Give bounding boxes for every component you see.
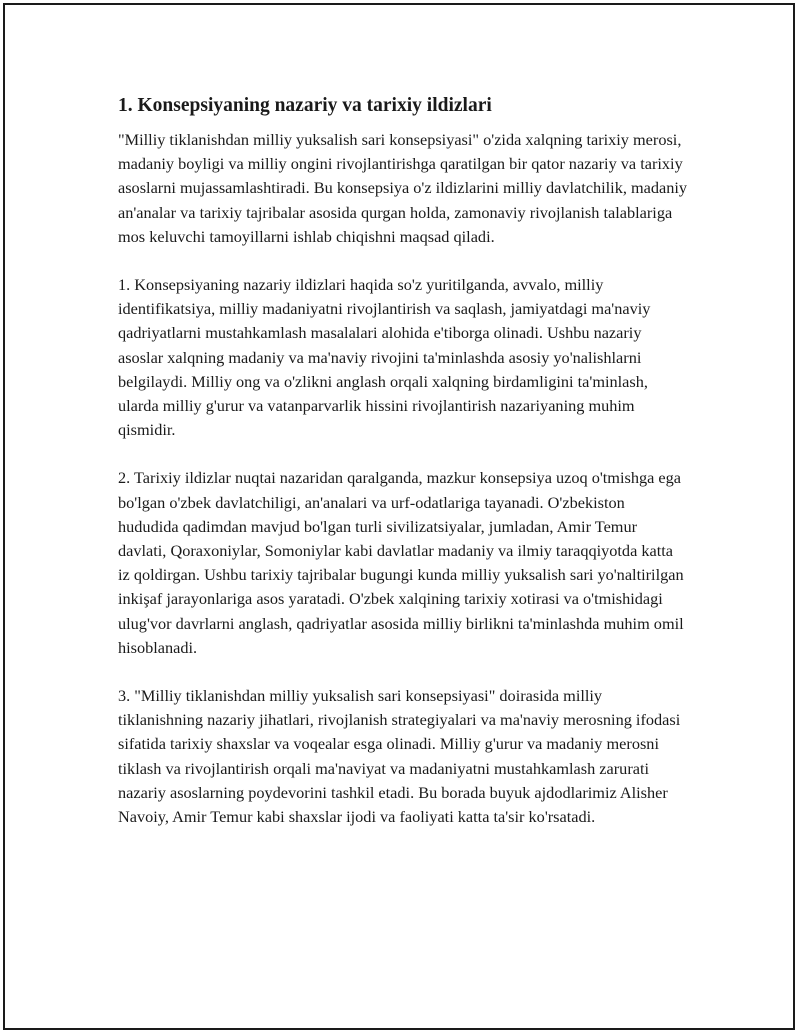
- paragraph-national-revival: 3. "Milliy tiklanishdan milliy yuksalish sari konsepsiyasi" doirasida milliy tiklanishning nazariy jihatlari, rivojlanish strategiyalari va ma'naviy merosning ifodasi sifatida tarixiy shaxslar va voqealar esga olinadi. Milliy g'urur va madaniy merosni tiklash va rivojlantirish orqali ma'naviyat va madaniyatni mustahkamlash zarurati nazariy asoslarning poydevorini tashkil etadi. Bu borada buyuk ajdodlarimiz Alisher Navoiy, Amir Temur kabi shaxslar ijodi va faoliyati katta ta'sir ko'rsatadi.: [118, 686, 681, 827]
- section-title: 1. Konsepsiyaning nazariy va tarixiy ildizlari: [118, 95, 492, 116]
- document-body: [118, 94, 688, 853]
- paragraph-historical-roots: 2. Tarixiy ildizlar nuqtai nazaridan qaralganda, mazkur konsepsiya uzoq o'tmishga ega bo'lgan o'zbek davlatchiligi, an'analari va urf-odatlariga tayanadi. O'zbekiston hududida qadimdan mavjud bo'lgan turli sivilizatsiyalar, jumladan, Amir Temur davlati, Qoraxoniylar, Somoniylar kabi davlatlar madaniy va ilmiy taraqqiyotda katta iz qoldirgan. Ushbu tarixiy tajribalar bugungi kunda milliy yuksalish sari yo'naltirilgan inkişaf jarayonlariga asos yaratadi. O'zbek xalqining tarixiy xotirasi va o'tmishidagi ulug'vor davrlarni anglash, qadriyatlar asosida milliy birlikni ta'minlashda muhim omil hisoblanadi.: [118, 468, 684, 657]
- intro-paragraph: "Milliy tiklanishdan milliy yuksalish sari konsepsiyasi" o'zida xalqning tarixiy merosi, madaniy boyligi va milliy ongini rivojlantirishga qaratilgan bir qator nazariy va tarixiy asoslarni mujassamlashtiradi. Bu konsepsiya o'z ildizlarini milliy davlatchilik, madaniy an'analar va tarixiy tajribalar asosida qurgan holda, zamonaviy rivojlanish talablariga mos keluvchi tamoyillarni ishlab chiqishni maqsad qiladi.: [118, 130, 688, 246]
- paragraph-theoretical-roots: 1. Konsepsiyaning nazariy ildizlari haqida so'z yuritilganda, avvalo, milliy identifikatsiya, milliy madaniyatni rivojlantirish va saqlash, jamiyatdagi ma'naviy qadriyatlarni mustahkamlash masalalari alohida e'tiborga olinadi. Ushbu nazariy asoslar xalqning madaniy va ma'naviy rivojini ta'minlashda asosiy yo'nalishlarni belgilaydi. Milliy ong va o'zlikni anglash orqali xalqning birdamligini ta'minlash, ularda milliy g'urur va vatanparvarlik hissini rivojlantirish nazariyaning muhim qismidir.: [118, 275, 651, 440]
